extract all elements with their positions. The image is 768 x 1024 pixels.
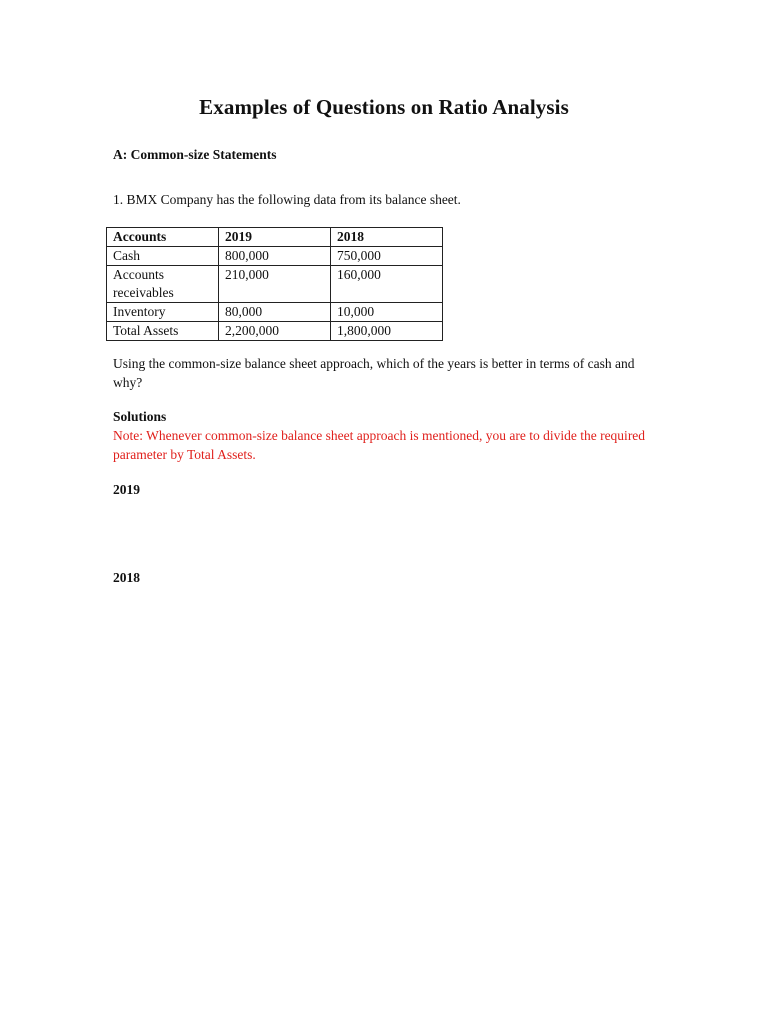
header-2019: 2019: [219, 228, 331, 247]
header-accounts: Accounts: [107, 228, 219, 247]
question-text: Using the common-size balance sheet approach, which of the years is better in terms of cash and why?: [113, 356, 635, 390]
cell-account: Inventory: [107, 303, 219, 322]
question-intro: 1. BMX Company has the following data from its balance sheet.: [113, 192, 461, 207]
note-text: Note: Whenever common-size balance sheet approach is mentioned, you are to divide the required parameter by Total Assets.: [113, 428, 646, 462]
table-row: [107, 322, 443, 341]
cell-2019: 800,000: [219, 247, 331, 266]
table-row: [107, 266, 443, 303]
cell-2019: 80,000: [219, 303, 331, 322]
table-row: [107, 247, 443, 266]
balance-sheet-table: [106, 227, 443, 341]
solutions-heading: Solutions: [113, 409, 167, 424]
year-2018-heading: 2018: [113, 570, 140, 585]
section-heading: A: Common-size Statements: [113, 147, 277, 162]
cell-2018: 160,000: [331, 266, 443, 303]
cell-account: Accounts receivables: [107, 266, 219, 303]
table-header-row: [107, 228, 443, 247]
table-row: [107, 303, 443, 322]
cell-2019: 210,000: [219, 266, 331, 303]
cell-2018: 1,800,000: [331, 322, 443, 341]
year-2019-heading: 2019: [113, 482, 140, 497]
cell-account: Cash: [107, 247, 219, 266]
cell-account: Total Assets: [107, 322, 219, 341]
cell-2019: 2,200,000: [219, 322, 331, 341]
cell-2018: 10,000: [331, 303, 443, 322]
cell-2018: 750,000: [331, 247, 443, 266]
page-title: Examples of Questions on Ratio Analysis: [199, 95, 569, 119]
header-2018: 2018: [331, 228, 443, 247]
